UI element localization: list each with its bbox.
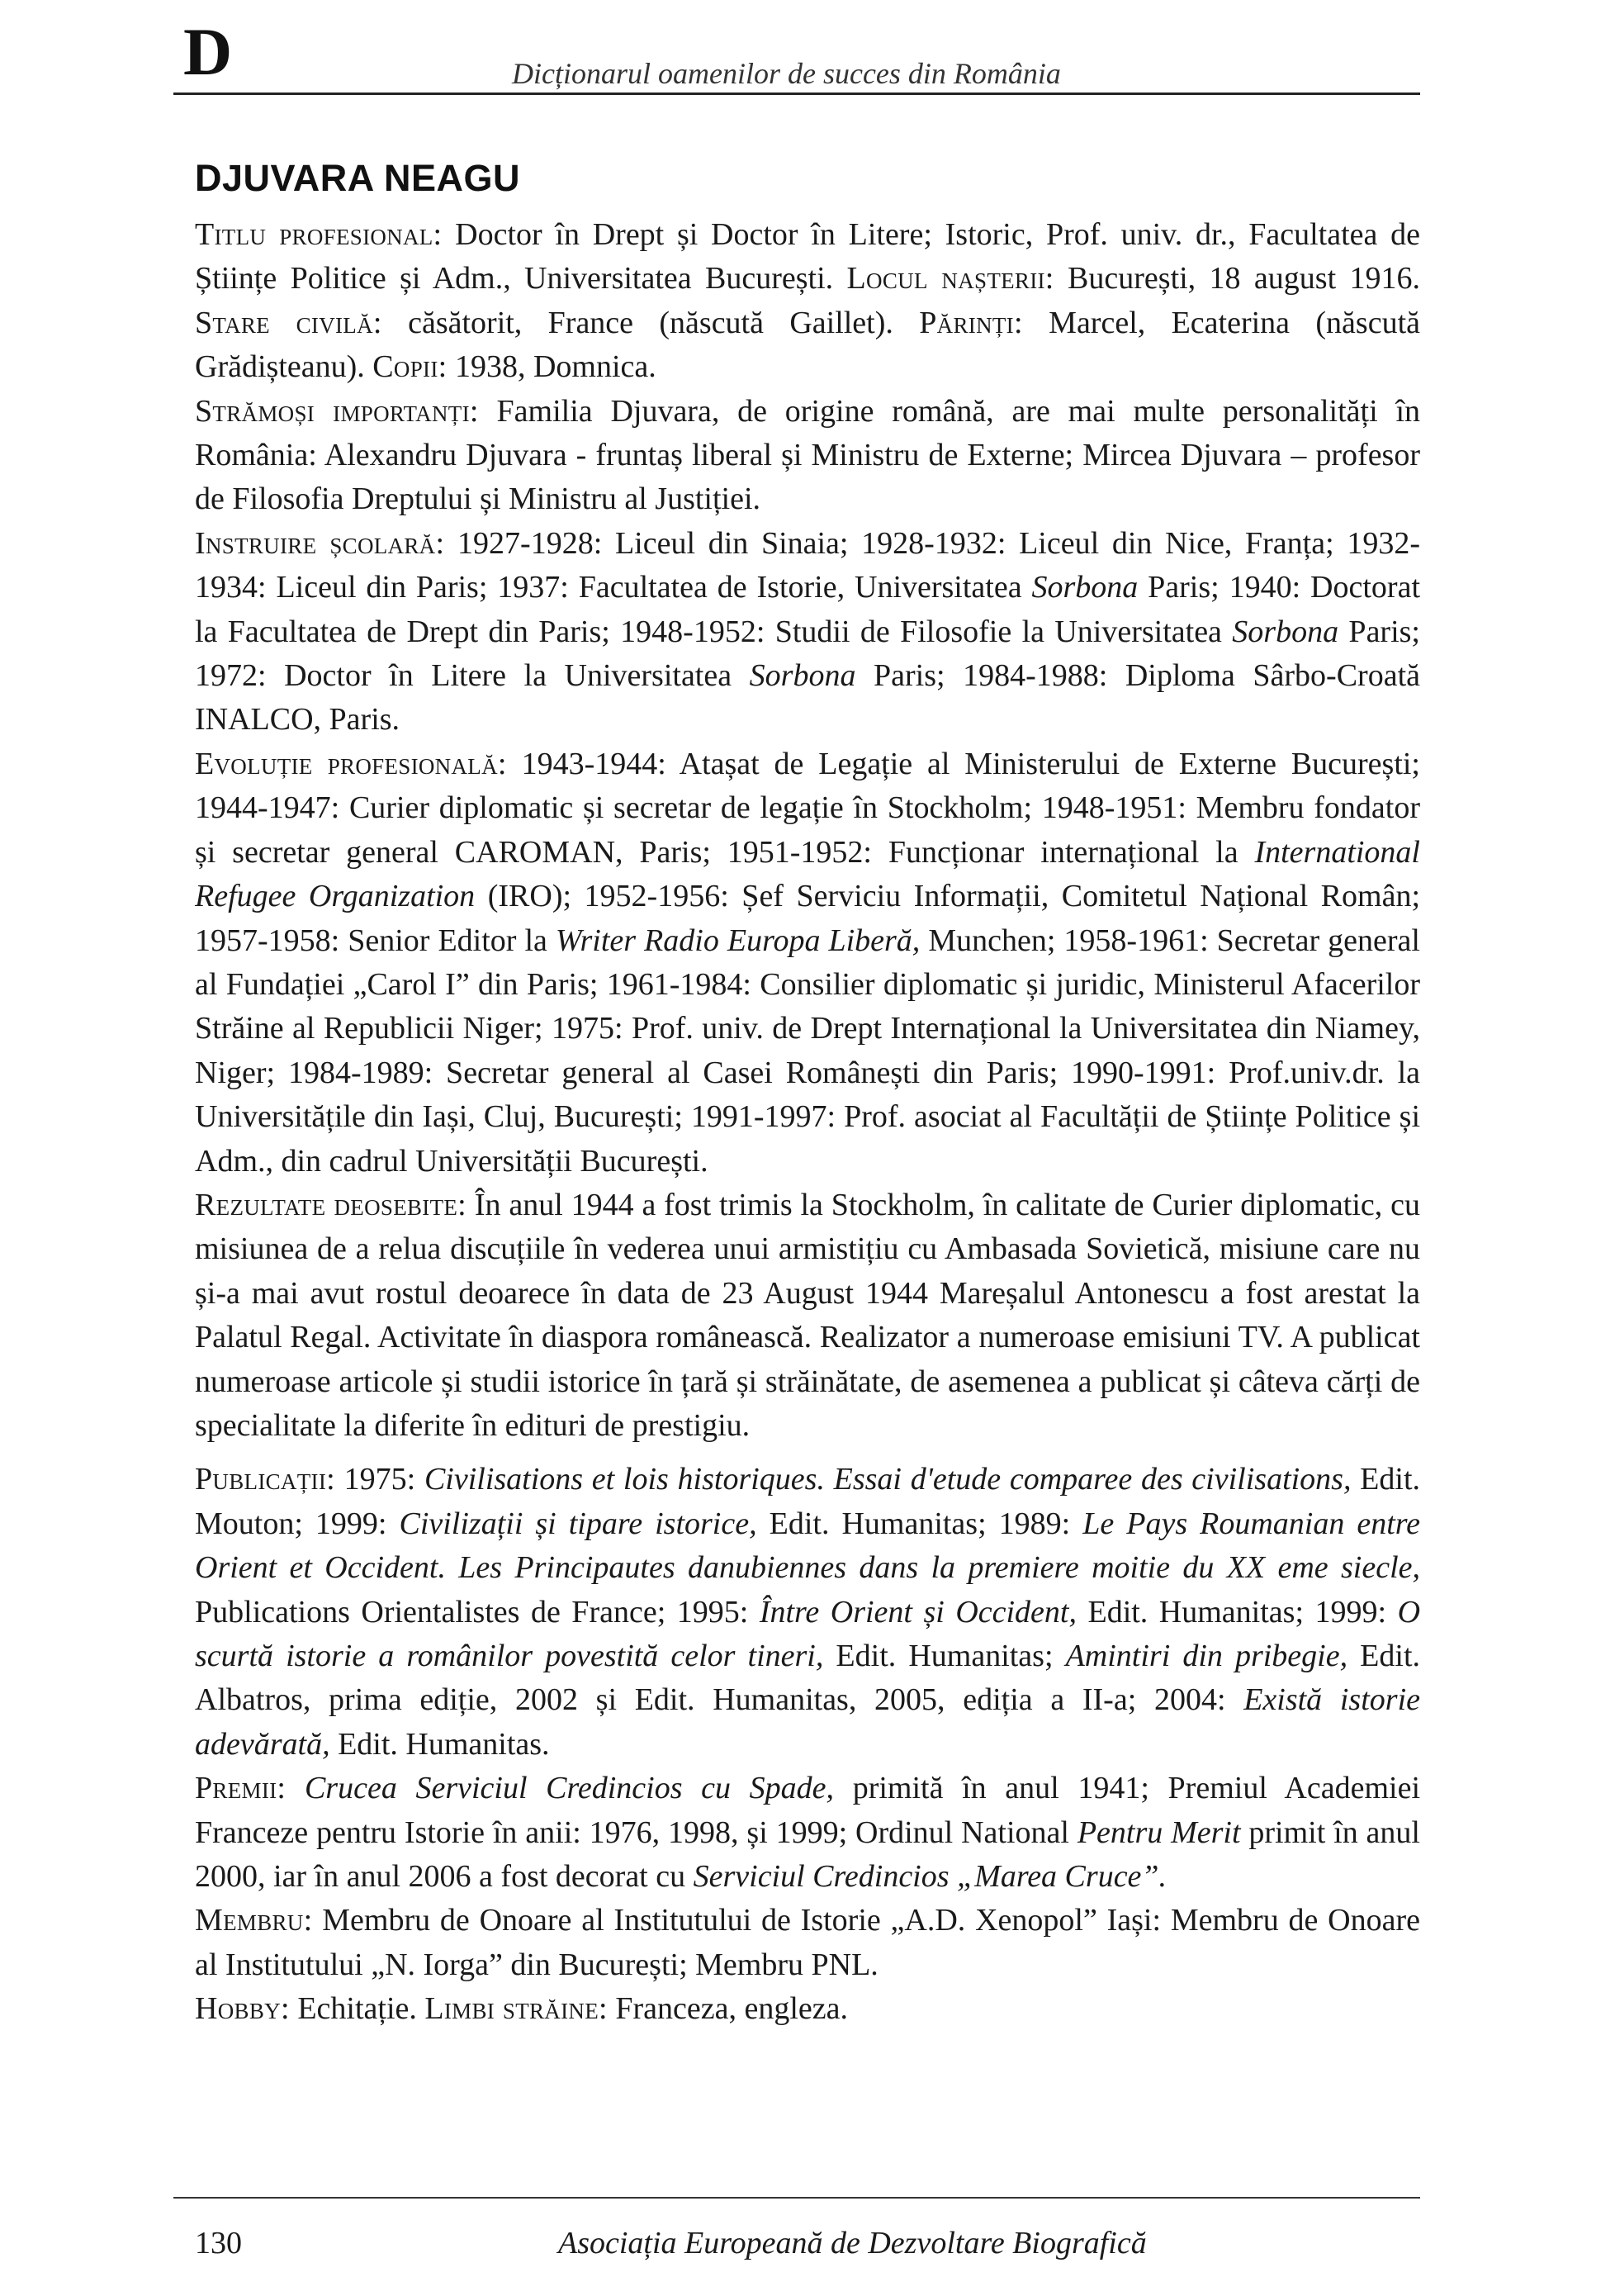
text-stramosi: Familia Djuvara, de origine română, are mai multe personalități în România: Alexandru Djuvara - fruntaș liberal și Ministru de Externe; Mircea Djuvara – profesor de Filosofia Dreptului și Ministru al Justiției. bbox=[195, 393, 1420, 517]
text-pub-6: Edit. Humanitas; bbox=[823, 1639, 1066, 1673]
text-instruire-2: Paris; 1940: Doctorat la Facultatea de Drept din Paris; 1948-1952: Studii de Filosofie la Universitatea bbox=[195, 570, 1420, 649]
paragraph-evolutie bbox=[195, 742, 1420, 1184]
text-copii: 1938, Domnica. bbox=[447, 349, 656, 385]
entry-body bbox=[195, 213, 1420, 2032]
text-parinti: Marcel, Ecaterina (născută Grădișteanu). bbox=[195, 305, 1420, 385]
label-evolutie: Evoluție profesională: bbox=[195, 746, 507, 781]
section-letter: D bbox=[183, 14, 233, 89]
label-rezultate: Rezultate deosebite: bbox=[195, 1187, 467, 1222]
text-instruire-1: 1927-1928: Liceul din Sinaia; 1928-1932: Liceul din Nice, Franța; 1932-1934: Liceul din Paris; 1937: Facultatea de Istorie, Universitatea bbox=[195, 525, 1420, 605]
paragraph-personal bbox=[195, 213, 1420, 390]
label-publicatii: Publicații: bbox=[195, 1462, 335, 1497]
text-premii-2: primită în anul 1941; Premiul Academiei Franceze pentru Istorie în anii: 1976, 1998, și 1999; Ordinul National bbox=[195, 1771, 1420, 1850]
text-pub-3: Edit. Humanitas; 1989: bbox=[756, 1506, 1083, 1541]
paragraph-hobby bbox=[195, 1987, 1420, 2031]
page-number: 130 bbox=[195, 2226, 242, 2260]
text-pub-7: Edit. Albatros, prima ediție, 2002 și Edit. Humanitas, 2005, ediția a II-a; 2004: bbox=[195, 1639, 1421, 1718]
text-pub-5: Edit. Humanitas; 1999: bbox=[1076, 1594, 1398, 1629]
entry-name: DJUVARA NEAGU bbox=[195, 157, 521, 199]
text-premii-2-title: Pentru Merit bbox=[1077, 1815, 1241, 1850]
footer-publisher: Asociația Europeană de Dezvoltare Biografică bbox=[558, 2226, 1147, 2260]
label-premii: Premii: bbox=[195, 1771, 287, 1806]
text-pub-4: Publications Orientalistes de France; 1995: bbox=[195, 1594, 760, 1629]
text-titlu-profesional: Doctor în Drept și Doctor în Litere; Istoric, Prof. univ. dr., Facultatea de Științe Politice și Adm., Universitatea București. bbox=[195, 217, 1420, 296]
paragraph-stramosi bbox=[195, 390, 1420, 522]
text-pub-2: Edit. Mouton; 1999: bbox=[195, 1462, 1421, 1541]
label-titlu-profesional: Titlu profesional: bbox=[195, 217, 443, 252]
text-pub-5-title: O scurtă istorie a românilor povestită celor tineri, bbox=[195, 1594, 1421, 1673]
text-evolutie-3: Munchen; 1958-1961: Secretar general al Fundației „Carol I” din Paris; 1961-1984: Consilier diplomatic și juridic, Ministerul Afacerilor Străine al Republicii Niger; 1975: Prof. univ. de Drept Internațional la Universitatea din Niamey, Niger; 1984-1989: Secretar general al Casei Românești din Paris; 1990-1991: Prof.univ.dr. la Universitățile din Iași, Cluj, București; 1991-1997: Prof. asociat al Facultății de Științe Politice și Adm., din cadrul Universității București. bbox=[195, 923, 1420, 1179]
paragraph-instruire bbox=[195, 522, 1420, 742]
label-limbi-straine: Limbi străine: bbox=[424, 1991, 608, 2027]
text-pub-4-title: Între Orient și Occident, bbox=[759, 1594, 1077, 1629]
text-instruire-3: Paris; 1972: Doctor în Litere la Universitatea bbox=[195, 614, 1420, 694]
text-pub-2-title: Civilizații și tipare istorice, bbox=[399, 1506, 757, 1541]
text-evolutie-writer: Writer Radio Europa Liberă, bbox=[555, 923, 921, 958]
text-pub-6-title: Amintiri din pribegie, bbox=[1065, 1639, 1348, 1673]
text-instruire-sorbona-2: Sorbona bbox=[1232, 614, 1339, 649]
label-instruire: Instruire școlară: bbox=[195, 525, 445, 561]
text-instruire-sorbona-3: Sorbona bbox=[749, 658, 856, 694]
header-divider bbox=[173, 93, 1420, 95]
label-stramosi: Strămoși importanți: bbox=[195, 393, 479, 429]
text-hobby: Echitație. bbox=[289, 1991, 425, 2027]
label-parinti: Părinți: bbox=[919, 305, 1023, 340]
text-evolutie-1: 1943-1944: Atașat de Legație al Ministerului de Externe București; 1944-1947: Curier diplomatic și secretar de legație în Stockholm; 1948-1951: Membru fondator și secretar general CAROMAN, Paris; 1951-1952: Funcționar internațional la bbox=[195, 746, 1420, 870]
text-evolutie-2: (IRO); 1952-1956: Șef Serviciu Informații, Comitetul Național Român; 1957-1958: Senior Editor la bbox=[195, 879, 1420, 958]
footer-divider bbox=[173, 2197, 1420, 2199]
text-instruire-sorbona-1: Sorbona bbox=[1031, 570, 1139, 605]
label-stare-civila: Stare civilă: bbox=[195, 305, 382, 340]
text-evolutie-iro: International Refugee Organization bbox=[195, 834, 1420, 914]
text-premii-3-title: Serviciul Credincios „Marea Cruce”. bbox=[693, 1859, 1167, 1895]
paragraph-publicatii bbox=[195, 1458, 1420, 1767]
paragraph-premii bbox=[195, 1767, 1420, 1899]
text-instruire-4: Paris; 1984-1988: Diploma Sârbo-Croată INALCO, Paris. bbox=[195, 658, 1420, 738]
text-premii-1-title: Crucea Serviciul Credincios cu Spade, bbox=[304, 1771, 835, 1806]
text-pub-1-title: Civilisations et lois historiques. Essai d'etude comparee des civilisations, bbox=[424, 1462, 1352, 1497]
label-membru: Membru: bbox=[195, 1903, 313, 1938]
label-locul-nasterii: Locul nașterii: bbox=[846, 261, 1054, 296]
label-hobby: Hobby: bbox=[195, 1991, 290, 2027]
text-premii-3: primit în anul 2000, iar în anul 2006 a fost decorat cu bbox=[195, 1815, 1420, 1895]
text-pub-8: Edit. Humanitas. bbox=[329, 1726, 550, 1762]
text-stare-civila: căsătorit, France (născută Gaillet). bbox=[381, 305, 920, 340]
label-copii: Copii: bbox=[372, 349, 448, 385]
text-limbi-straine: Franceza, engleza. bbox=[607, 1991, 848, 2027]
text-locul-nasterii: București, 18 august 1916. bbox=[1054, 261, 1421, 296]
text-pub-3-title: Le Pays Roumanian entre Orient et Occident. Les Principautes danubiennes dans la premiere moitie du XX eme siecle, bbox=[195, 1506, 1421, 1586]
text-pub-7-title: Există istorie adevărată, bbox=[195, 1682, 1420, 1762]
running-title: Dicționarul oamenilor de succes din România bbox=[512, 57, 1061, 90]
text-pub-1: 1975: bbox=[334, 1462, 424, 1497]
text-premii-1 bbox=[286, 1771, 305, 1805]
paragraph-membru bbox=[195, 1899, 1420, 1987]
text-membru: Membru de Onoare al Institutului de Istorie „A.D. Xenopol” Iași: Membru de Onoare al Institutului „N. Iorga” din București; Membru PNL. bbox=[195, 1903, 1420, 1982]
paragraph-rezultate bbox=[195, 1184, 1420, 1448]
text-rezultate: În anul 1944 a fost trimis la Stockholm, în calitate de Curier diplomatic, cu misiunea de a relua discuțiile în vederea unui armistițiu cu Ambasada Sovietică, misiune care nu și-a mai avut rostul deoarece în data de 23 August 1944 Mareșalul Antonescu a fost arestat la Palatul Regal. Activitate în diaspora românească. Realizator a numeroase emisiuni TV. A publicat numeroase articole și studii istorice în țară și străinătate, de asemenea a publicat și câteva cărți de specialitate la diferite în edituri de prestigiu. bbox=[195, 1187, 1420, 1443]
